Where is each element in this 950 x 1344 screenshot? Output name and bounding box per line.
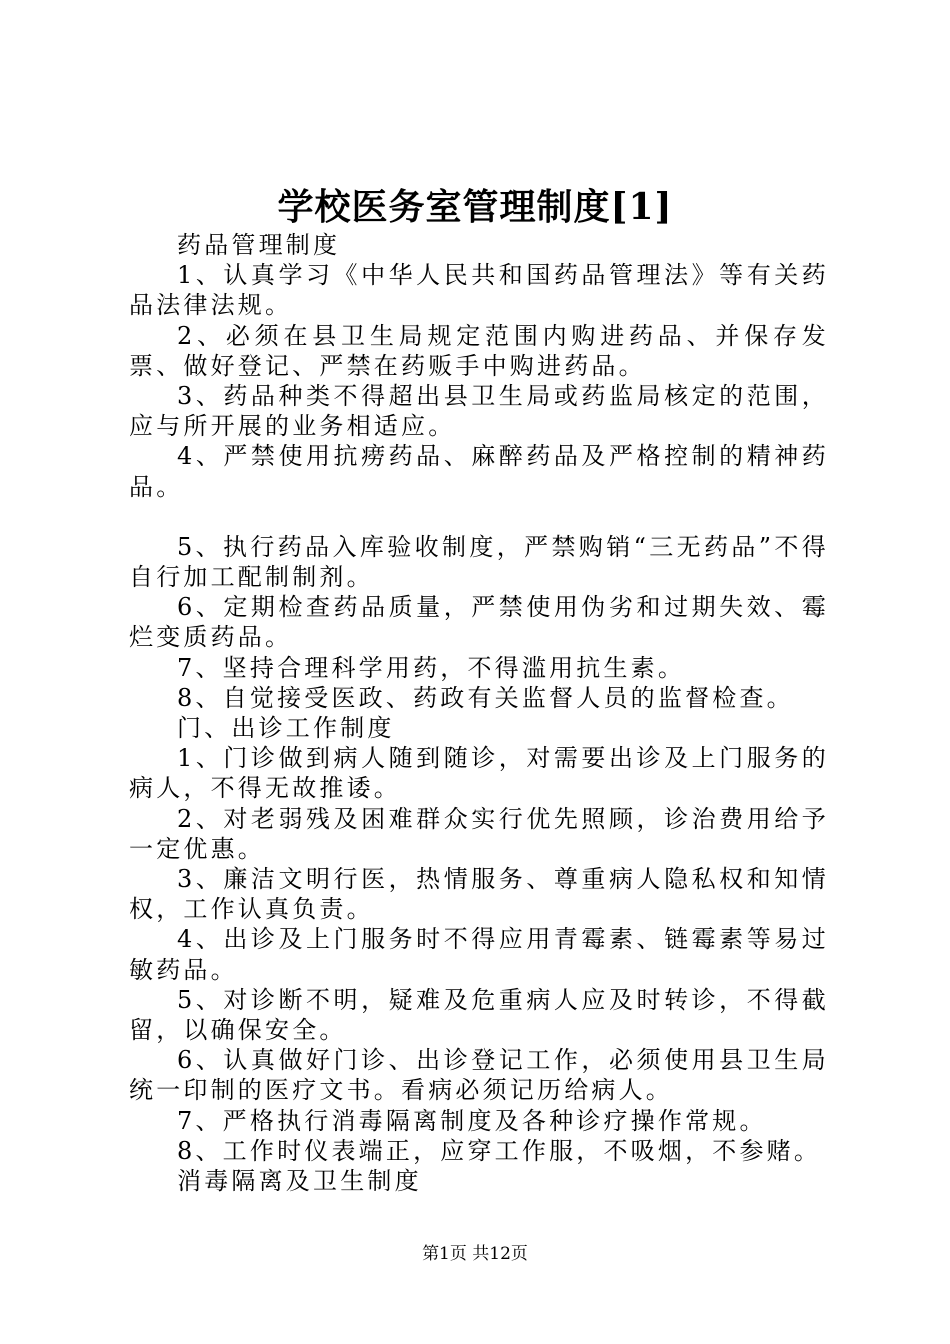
paragraph: 7、严格执行消毒隔离制度及各种诊疗操作常规。 <box>177 1106 767 1135</box>
paragraph: 6、认真做好门诊、出诊登记工作，必须使用县卫生局统一印制的医疗文书。看病必须记历给病人。 <box>129 1046 829 1105</box>
section-heading-outpatient: 门、出诊工作制度 <box>177 714 395 743</box>
paragraph: 3、药品种类不得超出县卫生局或药监局核定的范围，应与所开展的业务相适应。 <box>129 382 829 441</box>
paragraph: 6、定期检查药品质量，严禁使用伪劣和过期失效、霉烂变质药品。 <box>129 593 829 652</box>
paragraph: 5、执行药品入库验收制度，严禁购销“三无药品”不得自行加工配制制剂。 <box>129 532 829 592</box>
paragraph: 4、严禁使用抗痨药品、麻醉药品及严格控制的精神药品。 <box>129 442 829 501</box>
paragraph: 2、必须在县卫生局规定范围内购进药品、并保存发票、做好登记、严禁在药贩手中购进药品。 <box>129 321 829 380</box>
document-title: 学校医务室管理制度[1] <box>277 186 673 228</box>
paragraph: 2、对老弱残及困难群众实行优先照顾，诊治费用给予一定优惠。 <box>129 804 829 863</box>
paragraph: 1、认真学习《中华人民共和国药品管理法》等有关药品法律法规。 <box>129 261 829 320</box>
paragraph: 3、廉洁文明行医，热情服务、尊重病人隐私权和知情权，工作认真负责。 <box>129 865 829 924</box>
paragraph: 5、对诊断不明，疑难及危重病人应及时转诊，不得截留，以确保安全。 <box>129 985 829 1045</box>
paragraph: 4、出诊及上门服务时不得应用青霉素、链霉素等易过敏药品。 <box>129 925 829 984</box>
paragraph: 8、工作时仪表端正，应穿工作服，不吸烟，不参赌。 <box>177 1136 822 1165</box>
paragraph: 7、坚持合理科学用药，不得滥用抗生素。 <box>177 653 686 682</box>
section-heading-drug-management: 药品管理制度 <box>177 231 341 259</box>
document-body <box>129 230 829 1196</box>
section-heading-disinfection: 消毒隔离及卫生制度 <box>177 1167 422 1196</box>
page-footer: 第1页 共12页 <box>422 1244 528 1264</box>
paragraph: 8、自觉接受医政、药政有关监督人员的监督检查。 <box>177 683 794 712</box>
blank-line <box>129 502 829 532</box>
paragraph: 1、门诊做到病人随到随诊，对需要出诊及上门服务的病人，不得无故推诿。 <box>129 744 829 803</box>
